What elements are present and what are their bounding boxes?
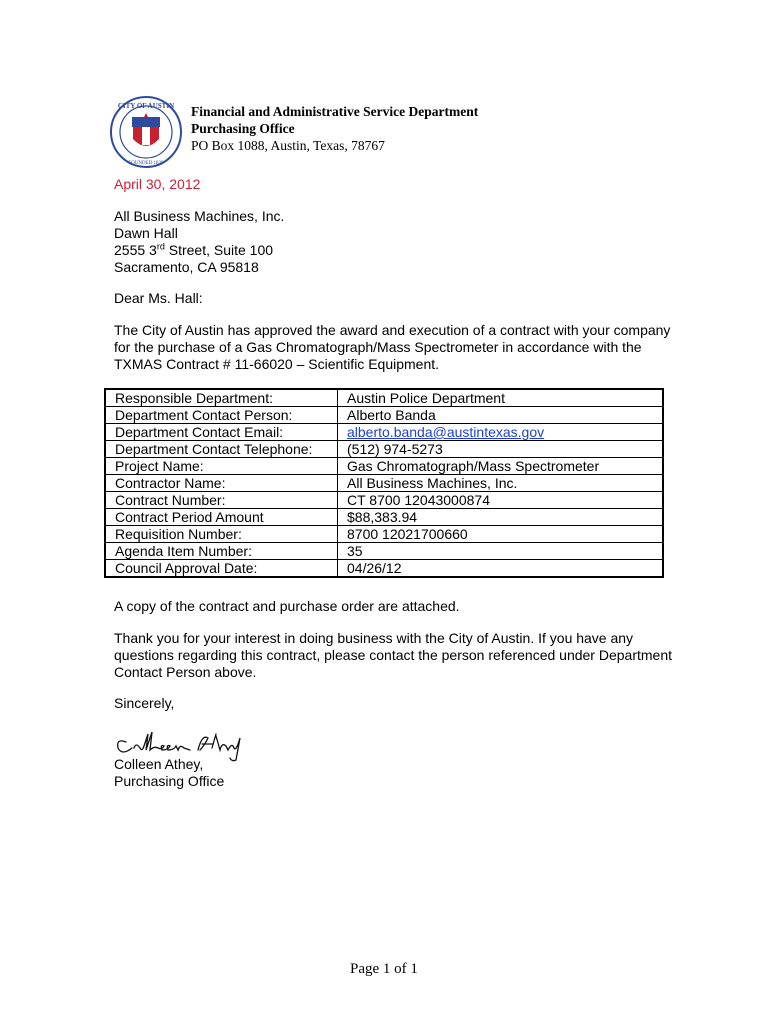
table-value-cell: (512) 974-5273 — [338, 441, 664, 458]
department-name: Financial and Administrative Service Department — [191, 104, 479, 119]
table-row — [105, 492, 663, 509]
table-label-cell: Project Name: — [105, 458, 338, 475]
body-paragraph-2: A copy of the contract and purchase order are attached. — [114, 598, 460, 614]
table-label-cell: Contract Period Amount — [105, 509, 338, 526]
table-row — [105, 441, 663, 458]
recipient-street: 2555 3rd Street, Suite 100 — [114, 241, 274, 258]
signer-block — [114, 756, 224, 790]
table-value-cell: Alberto Banda — [338, 407, 664, 424]
svg-text:CITY OF AUSTIN: CITY OF AUSTIN — [117, 102, 175, 110]
body-paragraph-1: The City of Austin has approved the award and execution of a contract with your company for the purchase of a Gas Chromatograph/Mass Spectrometer in accordance with the TXMAS Contract # 11-66020 – Scientific Equipment. — [114, 322, 671, 372]
table-row — [105, 526, 663, 543]
table-row — [105, 475, 663, 492]
page-number: Page 1 of 1 — [350, 961, 418, 977]
table-value-cell: CT 8700 12043000874 — [338, 492, 664, 509]
recipient-city: Sacramento, CA 95818 — [114, 259, 259, 275]
table-row — [105, 407, 663, 424]
table-label-cell: Department Contact Email: — [105, 424, 338, 441]
table-row — [105, 560, 663, 578]
table-row — [105, 543, 663, 560]
body-paragraph-3: Thank you for your interest in doing business with the City of Austin. If you have any questions regarding this contract, please contact the person referenced under Department Contact Person above. — [114, 630, 672, 680]
table-label-cell: Contractor Name: — [105, 475, 338, 492]
table-row — [105, 389, 663, 407]
table-label-cell: Responsible Department: — [105, 389, 338, 407]
table-value-cell: All Business Machines, Inc. — [338, 475, 664, 492]
recipient-address — [114, 208, 284, 276]
table-value-cell: 8700 12021700660 — [338, 526, 664, 543]
table-row — [105, 458, 663, 475]
table-value-cell — [338, 424, 664, 441]
closing: Sincerely, — [114, 695, 175, 711]
table-label-cell: Agenda Item Number: — [105, 543, 338, 560]
contract-details-table — [104, 388, 664, 578]
table-label-cell: Council Approval Date: — [105, 560, 338, 578]
office-name: Purchasing Office — [191, 121, 295, 136]
recipient-name: Dawn Hall — [114, 225, 178, 241]
table-row — [105, 424, 663, 441]
table-value-cell: 35 — [338, 543, 664, 560]
signer-name: Colleen Athey, — [114, 756, 204, 772]
contact-email-link[interactable]: alberto.banda@austintexas.gov — [347, 424, 545, 440]
table-label-cell: Requisition Number: — [105, 526, 338, 543]
table-row — [105, 509, 663, 526]
recipient-company: All Business Machines, Inc. — [114, 208, 285, 224]
letter-date: April 30, 2012 — [114, 176, 201, 192]
table-label-cell: Department Contact Person: — [105, 407, 338, 424]
table-value-cell: $88,383.94 — [338, 509, 664, 526]
table-label-cell: Department Contact Telephone: — [105, 441, 338, 458]
signer-title: Purchasing Office — [114, 773, 225, 789]
table-label-cell: Contract Number: — [105, 492, 338, 509]
table-value-cell: Gas Chromatograph/Mass Spectrometer — [338, 458, 664, 475]
city-seal-logo — [107, 95, 185, 169]
letterhead — [191, 103, 478, 154]
salutation: Dear Ms. Hall: — [114, 290, 203, 306]
table-value-cell: Austin Police Department — [338, 389, 664, 407]
svg-text:FOUNDED 1839: FOUNDED 1839 — [128, 161, 164, 166]
table-value-cell: 04/26/12 — [338, 560, 664, 578]
letterhead-address: PO Box 1088, Austin, Texas, 78767 — [191, 138, 385, 153]
